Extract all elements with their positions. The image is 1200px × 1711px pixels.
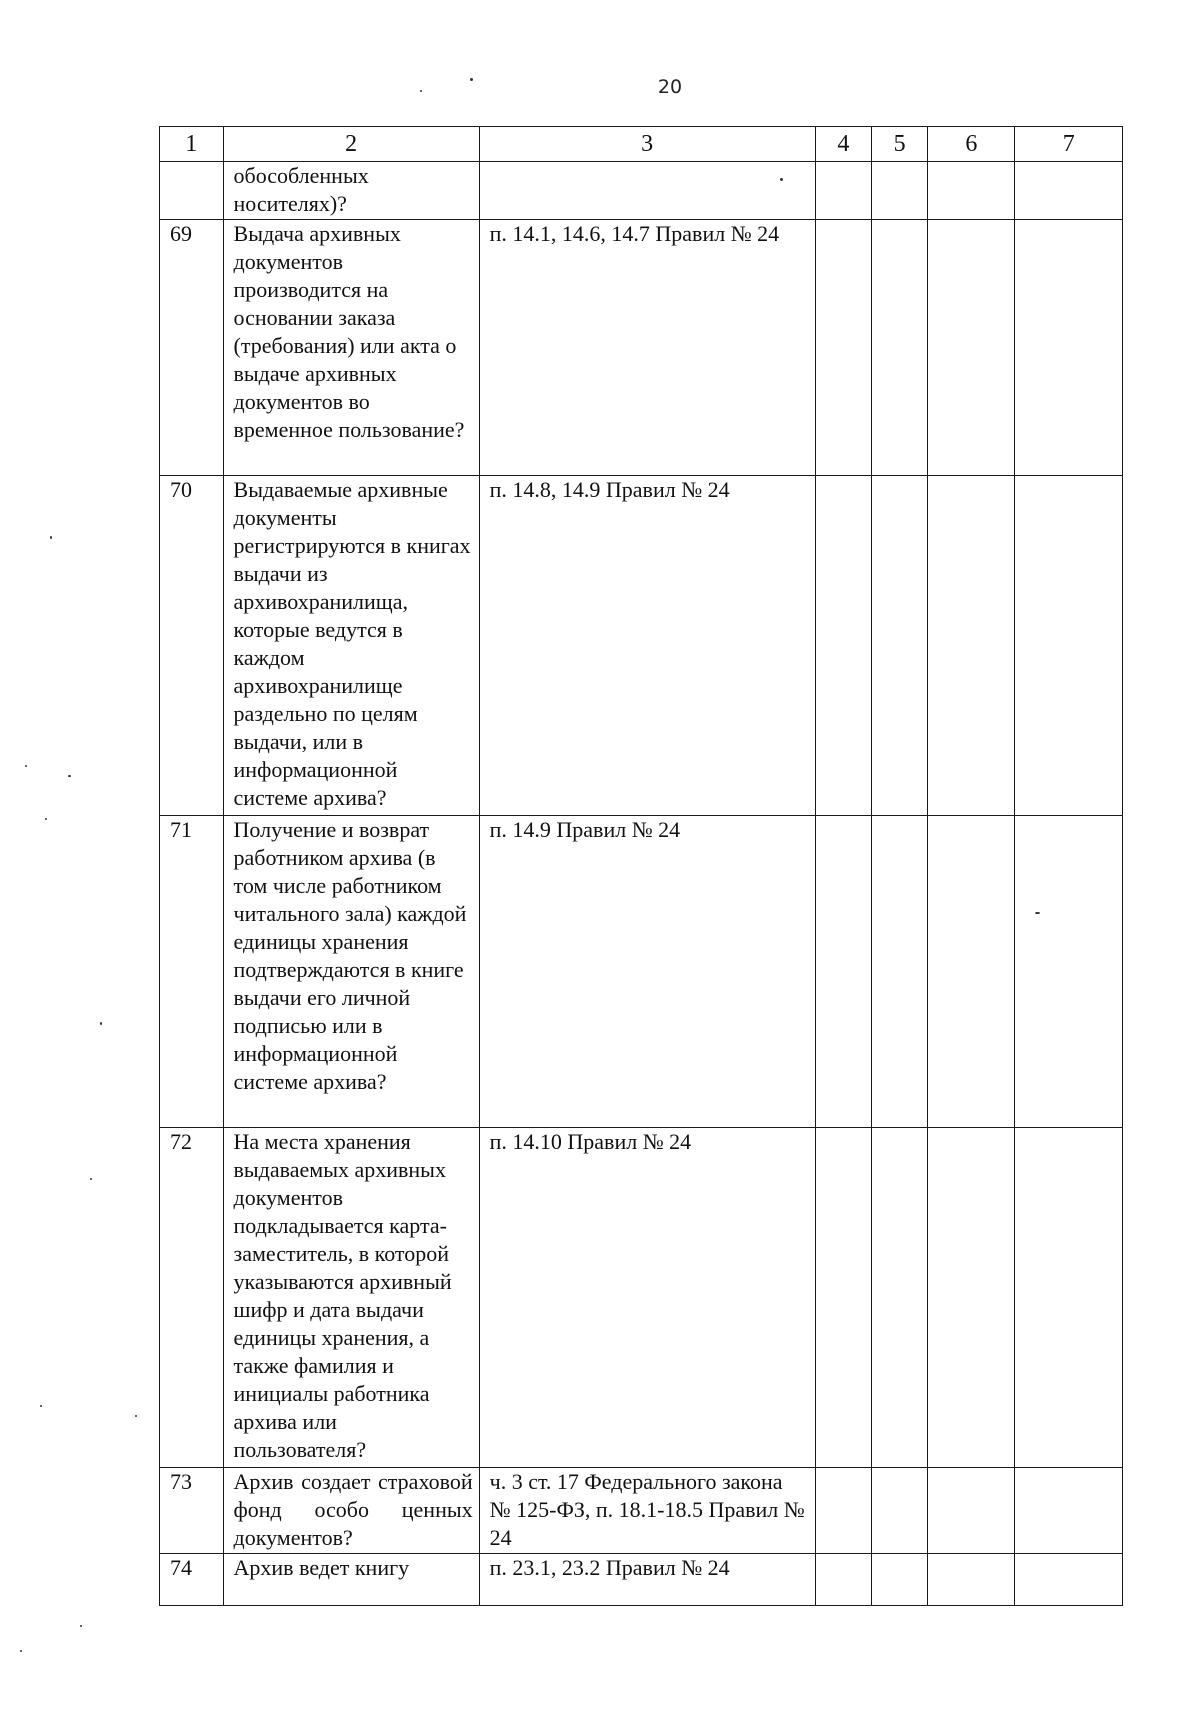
table-row bbox=[160, 220, 1123, 476]
table-row bbox=[160, 816, 1123, 1128]
answer-cell-6 bbox=[928, 476, 1015, 816]
scan-speck bbox=[40, 1405, 42, 1407]
reference-cell: п. 14.1, 14.6, 14.7 Правил № 24 bbox=[479, 220, 815, 476]
question-cell: Архив создает страховой фонд особо ценных документов? bbox=[223, 1468, 479, 1554]
answer-cell-5 bbox=[871, 162, 927, 220]
answer-cell-7 bbox=[1015, 1554, 1123, 1606]
column-header-5: 5 bbox=[871, 127, 927, 162]
scan-speck bbox=[25, 765, 27, 767]
scan-speck bbox=[780, 178, 783, 181]
question-cell: обособленных носителях)? bbox=[223, 162, 479, 220]
reference-cell bbox=[479, 162, 815, 220]
answer-cell-7 bbox=[1015, 476, 1123, 816]
answer-cell-5 bbox=[871, 816, 927, 1128]
row-number: 70 bbox=[160, 476, 224, 816]
answer-cell-4 bbox=[815, 816, 871, 1128]
answer-cell-4 bbox=[815, 476, 871, 816]
row-number: 71 bbox=[160, 816, 224, 1128]
answer-cell-6 bbox=[928, 162, 1015, 220]
scan-speck bbox=[80, 1625, 82, 1627]
column-header-4: 4 bbox=[815, 127, 871, 162]
answer-cell-4 bbox=[815, 1468, 871, 1554]
answer-cell-5 bbox=[871, 1468, 927, 1554]
scan-speck bbox=[100, 1022, 102, 1025]
page-number: 20 bbox=[657, 76, 683, 98]
checklist-table bbox=[159, 126, 1123, 1606]
answer-cell-5 bbox=[871, 220, 927, 476]
question-cell: Получение и возврат работником архива (в том числе работником читального зала) каждой единицы хранения подтверждаются в книге выдачи его личной подписью или в информационной системе архива? bbox=[223, 816, 479, 1128]
row-number: 69 bbox=[160, 220, 224, 476]
table-row bbox=[160, 1468, 1123, 1554]
table-row bbox=[160, 1128, 1123, 1468]
scan-speck bbox=[135, 1415, 137, 1417]
reference-cell: п. 23.1, 23.2 Правил № 24 bbox=[479, 1554, 815, 1606]
scan-speck bbox=[470, 78, 473, 81]
reference-cell: п. 14.9 Правил № 24 bbox=[479, 816, 815, 1128]
answer-cell-6 bbox=[928, 220, 1015, 476]
table-row bbox=[160, 162, 1123, 220]
answer-cell-7 bbox=[1015, 816, 1123, 1128]
column-header-3: 3 bbox=[479, 127, 815, 162]
row-number: 73 bbox=[160, 1468, 224, 1554]
row-number: 72 bbox=[160, 1128, 224, 1468]
answer-cell-6 bbox=[928, 1128, 1015, 1468]
answer-cell-5 bbox=[871, 1128, 927, 1468]
answer-cell-7 bbox=[1015, 1128, 1123, 1468]
scan-speck bbox=[45, 818, 47, 820]
row-number: 74 bbox=[160, 1554, 224, 1606]
reference-cell: п. 14.10 Правил № 24 bbox=[479, 1128, 815, 1468]
answer-cell-5 bbox=[871, 1554, 927, 1606]
answer-cell-4 bbox=[815, 1128, 871, 1468]
question-cell: Выдача архивных документов производится на основании заказа (требования) или акта о выдаче архивных документов во временное пользование? bbox=[223, 220, 479, 476]
answer-cell-4 bbox=[815, 1554, 871, 1606]
column-header-7: 7 bbox=[1015, 127, 1123, 162]
answer-cell-6 bbox=[928, 816, 1015, 1128]
column-header-2: 2 bbox=[223, 127, 479, 162]
reference-cell: ч. 3 ст. 17 Федерального закона № 125-ФЗ, п. 18.1-18.5 Правил № 24 bbox=[479, 1468, 815, 1554]
scan-speck bbox=[50, 536, 52, 539]
question-cell: Выдаваемые архивные документы регистрируются в книгах выдачи из архивохранилища, которые ведутся в каждом архивохранилище раздельно по целям выдачи, или в информационной системе архива? bbox=[223, 476, 479, 816]
answer-cell-7 bbox=[1015, 220, 1123, 476]
answer-cell-6 bbox=[928, 1468, 1015, 1554]
table-row bbox=[160, 1554, 1123, 1606]
answer-cell-6 bbox=[928, 1554, 1015, 1606]
table-row bbox=[160, 476, 1123, 816]
answer-cell-7 bbox=[1015, 1468, 1123, 1554]
scan-speck bbox=[420, 90, 422, 92]
column-header-1: 1 bbox=[160, 127, 224, 162]
scan-speck bbox=[90, 1178, 92, 1180]
answer-cell-4 bbox=[815, 220, 871, 476]
row-number bbox=[160, 162, 224, 220]
answer-cell-7 bbox=[1015, 162, 1123, 220]
answer-cell-5 bbox=[871, 476, 927, 816]
scan-speck bbox=[1035, 912, 1040, 914]
scan-speck bbox=[20, 1650, 22, 1652]
column-header-6: 6 bbox=[928, 127, 1015, 162]
question-cell: На места хранения выдаваемых архивных документов подкладывается карта-заместитель, в которой указываются архивный шифр и дата выдачи единицы хранения, а также фамилия и инициалы работника архива или пользователя? bbox=[223, 1128, 479, 1468]
question-cell: Архив ведет книгу bbox=[223, 1554, 479, 1606]
scan-speck bbox=[68, 775, 71, 777]
table-header-row bbox=[160, 127, 1123, 162]
reference-cell: п. 14.8, 14.9 Правил № 24 bbox=[479, 476, 815, 816]
answer-cell-4 bbox=[815, 162, 871, 220]
